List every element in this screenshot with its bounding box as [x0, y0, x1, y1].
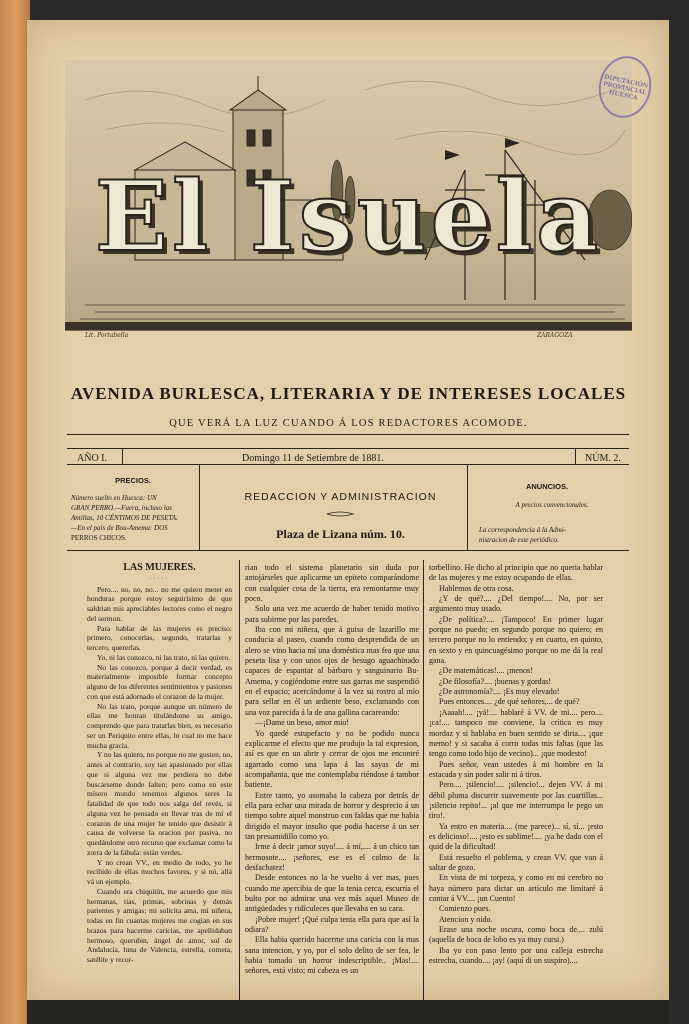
ornament-icon — [325, 510, 355, 518]
dateline-divider-left — [122, 448, 123, 464]
paragraph: ¿De matemáticas!.... ¡menos! — [439, 666, 533, 676]
article-column-3 — [429, 563, 603, 966]
paragraph: Solo una vez me acuerdo de haber tenido motivo para subirme por las paredes. — [245, 604, 419, 624]
paragraph: torbellino. He dicho al principio que no queria hablar de las mujeres y me estoy ocupando de ellas. — [429, 563, 603, 583]
paragraph: ¡Pobre mujer! ¡Qué culpa tenia ella para que así la odiara? — [245, 914, 419, 935]
ads-rates: A precios convencionales. — [515, 501, 589, 509]
ads-correspondence-2: nistracion de este periódico. — [479, 536, 559, 544]
prices-heading-text: PRECIOS. — [115, 476, 151, 485]
paragraph: No las conozco, porque á decir verdad, es materialmente imposible formar concepto alguno de los diferentes sentimientos y pasiones con que está adornado el corazon de la mujer. — [87, 662, 232, 701]
newspaper-page — [27, 20, 669, 1000]
rule-boxes-bottom — [67, 550, 629, 551]
rule-top — [67, 434, 629, 435]
box-divider-left — [199, 464, 200, 550]
paragraph: Iba yo con paso lento por una calleja estrecha estrecha, cuando.... ¡ay! (aquí di un suspiro).... — [429, 945, 603, 966]
column-divider-1 — [239, 560, 240, 1000]
paragraph: Y no las quiero, no porque no me gusten, no, antes al contrario, soy tan apasionado por ellas que si alguna vez me perdiera no debe buscárseme donde falten; pero como en este mísero mundo tenemos algunos seres la fatalidad de que todo nos salga del revés, si alguna vez he pensado en llevar tras de mí el corazon de una mujer he tenido que desistir á causa de volverse la oracion por pasiva, no quedándome otro recurso que exclamar como la zorra de la fábula: están verdes. — [87, 750, 232, 857]
engraver-city: ZARAGOZA — [537, 332, 573, 339]
paragraph: No las trato, porque aunque un número de ellas me honran titulándome su amigo, comprendo que para tratarlas bien, es necesario ser un Periquito entre ellas, lo cual no me hace mucha gracia. — [87, 701, 232, 750]
prices-line: Antillas, 10 CÉNTIMOS DE PESETA. — [71, 514, 178, 522]
paragraph: En vista de mi torpeza, y como en mi cerebro no haya número para dictar un artículo me limitaré á contar á VV.... ¡un Cuento! — [429, 873, 603, 903]
title-ornament: ····· — [149, 575, 170, 582]
paragraph: Y no crean VV., en medio de todo, yo he recibido de ellas muchos favores, y si nó, allá vá un ejemplo. — [87, 857, 232, 886]
paragraph: Pues señor, vean ustedes á mi hombre en la estacada y sin poder salir ni á tiros. — [429, 759, 603, 779]
paragraph: Desde entonces no la he vuelto á ver mas, pues cuando me apercibia de que la tenia cerca, escurria el bulto por no admirar una vez más aquel Museo de antigüedades y ridículeces que llevaba en su cara. — [245, 873, 419, 914]
paragraph: Para hablar de las mujeres es preciso: primero, conocerlas, segundo, tratarlas y tercero, quererlas. — [87, 623, 232, 652]
paragraph: Pero.... ¡silencio!.... ¡silencio!... dejen VV. á mi débil pluma discurrir suavemente por las cuartillas... ¡silencio repito!... ¡al que me interrumpa le pego un tiro!. — [429, 780, 603, 821]
prices-line: PERROS CHICOS. — [71, 534, 127, 542]
ads-heading: ANUNCIOS. — [525, 482, 569, 491]
paragraph: ¿Y de qué?.... ¿Del tiempo!.... No, por ser argumento muy usado. — [429, 594, 603, 614]
paragraph: Ella habia querido hacerme una caricia con la mas sana intencion, y yo, por el solo delito de ser fea, le habia tomado un horror indescriptible.. ¡Mas!.... señores, está visto; mi cabeza es un — [245, 935, 419, 976]
paragraph: Irme á decir ¡amor suyo!.... á mí,.... á un chico tan hermosote.... ¡señores, ese es el colmo de la desfachatez! — [245, 842, 419, 872]
paragraph: —¡Dame un beso, amor mio! — [255, 718, 349, 728]
issue-date: Domingo 11 de Setiembre de 1881. — [242, 453, 384, 464]
article-column-2 — [245, 563, 419, 977]
paragraph: Ya entro en materia.... (me parece)... sí, sí... ¡esto es delicioso!.... ¡esto es sublime!.... ¡ya he dado con el quid de la dificultad! — [429, 821, 603, 852]
paragraph: ¿De filosofía?.... ¡buenas y gordas! — [439, 676, 551, 686]
paragraph: ¡Aaaah!.... ¡yá!.... hablaré á VV. de mi.... pero.... ¡ca!.... tampoco me conviene, la crítica es muy mordaz y si hablaba en buen sentido se diria.... ¡que memo! y si sacaba á corro todas mis faltas (que las tengo como todo hijo de vecino)... ¡que modesto! — [429, 707, 603, 759]
paragraph: rian todo el sistema planetario sin duda por antojárseles que aplicarme un epíteto comparándome con cualquier cosa de la tierra, era remontarme muy poco. — [245, 563, 419, 604]
article-column-1 — [87, 563, 232, 965]
prices-line: GRAN PERRO.—Fuera, incluso las — [71, 504, 172, 512]
issue-number: NÚM. 2. — [585, 453, 621, 464]
paragraph: ¿De política?.... ¡Tampoco! En primer lugar porque no puedo; en segundo porque no quiero; en tercero porque no lo entiendo; y en cuarto, en quinto, en sexto y en quincuagésimo porque no me dá la real gana. — [429, 614, 603, 666]
dateline-divider-right — [575, 448, 576, 464]
prices-line: Número suelto en Huesca: UN — [71, 494, 157, 502]
rule-dateline-bottom — [67, 464, 629, 465]
masthead-title: El Isuela — [94, 160, 603, 273]
office-heading: REDACCION Y ADMINISTRACION — [244, 491, 437, 503]
paragraph: Comienzo pues. — [439, 904, 491, 914]
paragraph: Entre tanto, yo asomaba la cabeza por detrás de ella para echar una mirada de horror y desprecio á un tiempo sobre aquel monstruo con faldas que me habia dirigido el mayor insulto que podia hacerse á un ser tan presumidillo como yo. — [245, 790, 419, 841]
paragraph: Iba con mi niñera, que á guisa de lazarillo me conducia al paseo, cuando como desprendida de un alero se vino hacia mí una doméstica mas fea que una peseta lisa y con unos ojos de besugo aguachinado capaces de espantar al bárbaro y sanguinario Bu-Amema, y cogiéndome entre sus garras me suspendió en el espacio; acercándome á la vez su rostro al mio para sellar en él un ardiente beso, exclamando con una voz parecida á la de una gallina cacareando: — [245, 625, 419, 717]
column-divider-2 — [423, 560, 424, 1000]
stamp-text: DIPUTACIÓN PROVINCIAL HUESCA — [602, 73, 649, 102]
engraver-credit: Lit. Portabella — [85, 332, 129, 339]
paragraph: Pero.... no, no, no... no me quiero meter en honduras porque estoy seguirísimo de que saldrian mis apreciables lectores como el negro del sermon. — [87, 584, 232, 623]
paragraph: Cuando era chiquitín, me acuerdo que mis hermanas, tias, primas, sobrinas y demás parientes y amigas; mi solicita ama, mi niñera, todas en fin cuantas mujeres me cogian en sus brazos para hacerme caricias, me apellidaban hermoso, querubin, ángel de amor, sol de Andalucía, luna de Valencia, estrella, cometa, satélite y recor- — [87, 886, 232, 964]
rule-top-thin — [67, 448, 629, 449]
paragraph: Hablemos de otra cosa. — [439, 583, 514, 593]
paragraph: Yo quedé estupefacto y no he podido nunca explicarme el efecto que me produjo la tal expresion, así es que en un abrir y cerrar de ojos me encontré agarrado como una lapa á las sayas de mi acompañanta, que me contemplaba riéndose á tambor batiente. — [245, 728, 419, 790]
office-address: Plaza de Lizana núm. 10. — [276, 527, 405, 541]
paragraph: Yo, ni las conozco, ni las trato, ni las quiero. — [97, 652, 231, 662]
paragraph: ¿De astronomía?.... ¡Es muy elevado! — [439, 687, 560, 697]
year-label: AÑO I. — [77, 453, 107, 464]
ads-correspondence-1: La correspondencia á la Admi- — [479, 526, 567, 534]
article-title: LAS MUJERES. — [123, 562, 196, 573]
scan-bottom-edge — [27, 1000, 669, 1024]
paragraph: Pues entonces.... ¿de qué señores,... de qué? — [439, 697, 580, 707]
book-spine — [0, 0, 30, 1024]
prices-text — [71, 493, 199, 543]
prices-line: —En el país de Bou-Amema: DOS — [71, 524, 168, 532]
paragraph: Erase una noche oscura, como boca de.... zulú (aquella de boca de lobo es ya muy cursi.) — [429, 925, 603, 945]
newspaper-subtitle: AVENIDA BURLESCA, LITERARIA Y DE INTERESES LOCALES — [70, 384, 627, 403]
paragraph: Atencion y oido. — [439, 914, 493, 924]
masthead-engraving — [65, 60, 632, 331]
paragraph: Está resuelto el poblema, y crean VV. que van á saltar de gozo. — [429, 852, 603, 872]
newspaper-tagline: QUE VERÁ LA LUZ CUANDO Á LOS REDACTORES ACOMODE. — [169, 418, 528, 429]
